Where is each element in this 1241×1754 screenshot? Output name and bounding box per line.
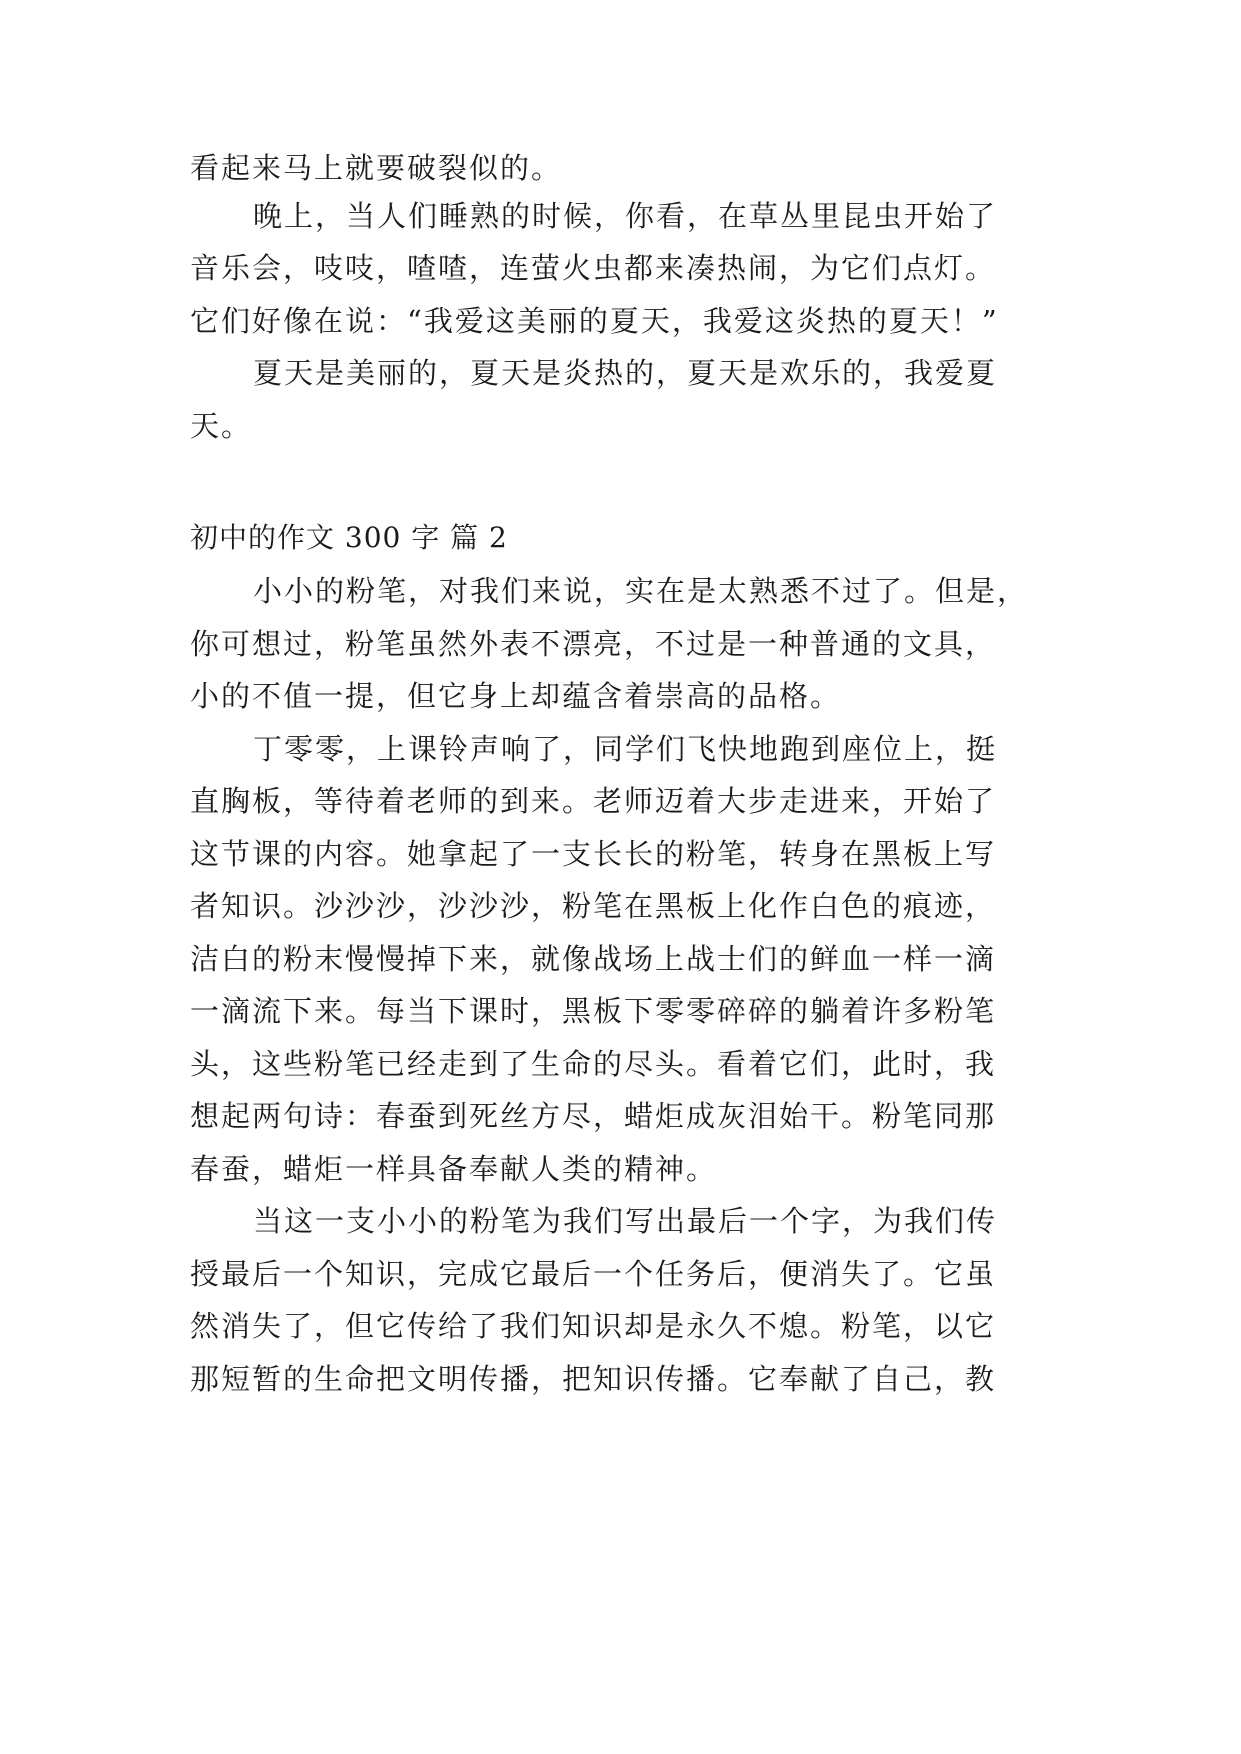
paragraph-line: 者知识。沙沙沙，沙沙沙，粉笔在黑板上化作白色的痕迹， [190, 889, 997, 923]
paragraph-line: 这节课的内容。她拿起了一支长长的粉笔，转身在黑板上写 [190, 837, 997, 871]
paragraph-line: 小小的粉笔，对我们来说，实在是太熟悉不过了。但是， [253, 574, 1029, 608]
paragraph-line: 授最后一个知识，完成它最后一个任务后，便消失了。它虽 [190, 1257, 997, 1291]
paragraph-line: 然消失了，但它传给了我们知识却是永久不熄。粉笔，以它 [190, 1309, 997, 1343]
paragraph-line: 丁零零，上课铃声响了，同学们飞快地跑到座位上，挺 [253, 732, 998, 766]
paragraph-line: 音乐会，吱吱，喳喳，连萤火虫都来凑热闹，为它们点灯。 [190, 251, 997, 285]
paragraph-line: 小的不值一提，但它身上却蕴含着崇高的品格。 [190, 679, 842, 713]
section-heading: 初中的作文 300 字 篇 2 [190, 521, 508, 554]
paragraph-line: 头，这些粉笔已经走到了生命的尽头。看着它们，此时，我 [190, 1047, 997, 1081]
paragraph-line: 想起两句诗：春蚕到死丝方尽，蜡炬成灰泪始干。粉笔同那 [190, 1099, 997, 1133]
paragraph-line: 你可想过，粉笔虽然外表不漂亮，不过是一种普通的文具， [190, 627, 997, 661]
paragraph-line: 洁白的粉末慢慢掉下来，就像战场上战士们的鲜血一样一滴 [190, 942, 997, 976]
paragraph-line: 夏天是美丽的，夏天是炎热的，夏天是欢乐的，我爱夏 [253, 356, 998, 390]
paragraph-line: 直胸板，等待着老师的到来。老师迈着大步走进来，开始了 [190, 784, 997, 818]
paragraph-line: 那短暂的生命把文明传播，把知识传播。它奉献了自己，教 [190, 1362, 997, 1396]
paragraph-line: 天。 [190, 409, 253, 443]
paragraph-line: 春蚕，蜡炬一样具备奉献人类的精神。 [190, 1152, 718, 1186]
paragraph-line: 看起来马上就要破裂似的。 [190, 151, 563, 185]
paragraph-line: 晚上，当人们睡熟的时候，你看，在草丛里昆虫开始了 [253, 199, 998, 233]
paragraph-line: 一滴流下来。每当下课时，黑板下零零碎碎的躺着许多粉笔 [190, 994, 997, 1028]
paragraph-line: 它们好像在说：“我爱这美丽的夏天，我爱这炎热的夏天！” [190, 304, 999, 338]
paragraph-line: 当这一支小小的粉笔为我们写出最后一个字，为我们传 [253, 1204, 998, 1238]
